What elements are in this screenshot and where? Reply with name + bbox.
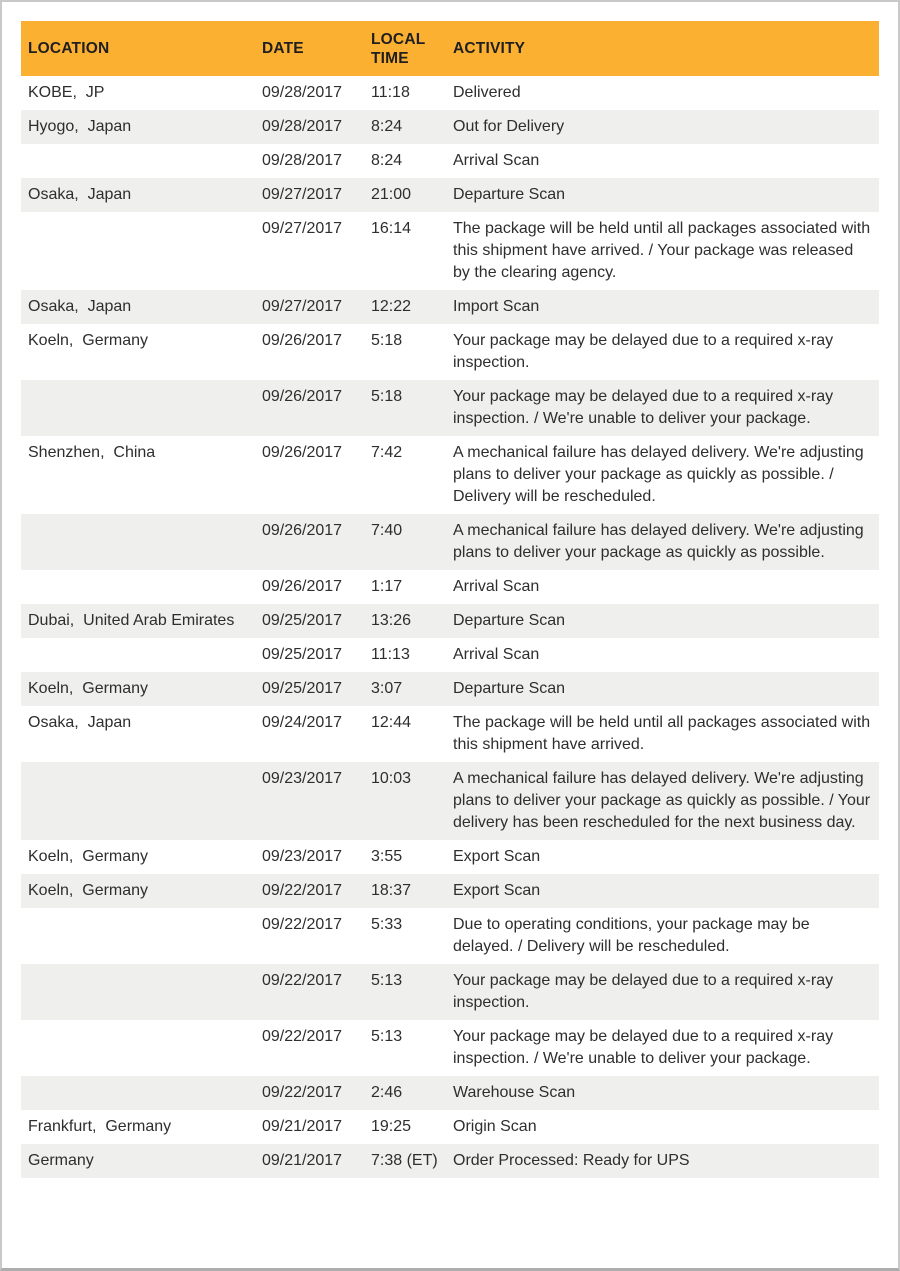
activity-cell: Out for Delivery — [453, 118, 565, 135]
location-cell: Dubai, United Arab Emirates — [28, 612, 235, 629]
activity-cell: Order Processed: Ready for UPS — [453, 1152, 690, 1169]
location-cell: Hyogo, Japan — [28, 118, 132, 135]
table-row — [21, 570, 879, 604]
table-row — [21, 604, 879, 638]
date-cell: 09/23/2017 — [262, 848, 343, 865]
location-cell: KOBE, JP — [28, 84, 105, 101]
activity-cell: Delivered — [453, 84, 521, 101]
local-time-cell: 21:00 — [371, 186, 412, 203]
table-body — [21, 76, 879, 1178]
location-cell — [21, 638, 255, 672]
location-cell: Koeln, Germany — [28, 882, 149, 899]
activity-cell: Arrival Scan — [453, 646, 540, 663]
activity-cell: A mechanical failure has delayed delivery. We're adjusting plans to deliver your package as quickly as possible. — [453, 522, 864, 561]
activity-cell: Export Scan — [453, 882, 541, 899]
local-time-cell: 5:18 — [371, 332, 403, 349]
activity-cell: Departure Scan — [453, 680, 566, 697]
table-row — [21, 76, 879, 110]
date-cell: 09/26/2017 — [262, 522, 343, 539]
local-time-cell: 19:25 — [371, 1118, 412, 1135]
activity-cell: Export Scan — [453, 848, 541, 865]
activity-cell: Your package may be delayed due to a required x-ray inspection. — [453, 972, 834, 1011]
date-cell: 09/28/2017 — [262, 118, 343, 135]
date-cell: 09/28/2017 — [262, 152, 343, 169]
location-cell — [21, 380, 255, 436]
table-row — [21, 178, 879, 212]
location-cell: Germany — [28, 1152, 94, 1169]
local-time-cell: 1:17 — [371, 578, 403, 595]
local-time-cell: 3:07 — [371, 680, 403, 697]
date-cell: 09/21/2017 — [262, 1118, 343, 1135]
date-cell: 09/24/2017 — [262, 714, 343, 731]
column-header-local-time: LOCAL TIME — [364, 21, 446, 76]
date-cell: 09/22/2017 — [262, 882, 343, 899]
location-cell: Koeln, Germany — [28, 848, 149, 865]
location-cell — [21, 144, 255, 178]
date-cell: 09/22/2017 — [262, 1084, 343, 1101]
location-cell — [21, 1076, 255, 1110]
activity-cell: Origin Scan — [453, 1118, 537, 1135]
location-cell — [21, 570, 255, 604]
date-cell: 09/27/2017 — [262, 220, 343, 237]
table-row — [21, 964, 879, 1020]
activity-cell: A mechanical failure has delayed delivery. We're adjusting plans to deliver your package as quickly as possible. / Delivery will be rescheduled. — [453, 444, 864, 505]
table-row — [21, 638, 879, 672]
table-header-row — [21, 21, 879, 76]
activity-cell: Warehouse Scan — [453, 1084, 576, 1101]
local-time-cell: 12:44 — [371, 714, 412, 731]
location-cell — [21, 212, 255, 290]
date-cell: 09/21/2017 — [262, 1152, 343, 1169]
local-time-cell: 10:03 — [371, 770, 412, 787]
date-cell: 09/22/2017 — [262, 1028, 343, 1045]
table-row — [21, 144, 879, 178]
date-cell: 09/27/2017 — [262, 298, 343, 315]
table-row — [21, 110, 879, 144]
table-row — [21, 212, 879, 290]
local-time-cell: 18:37 — [371, 882, 412, 899]
location-cell — [21, 514, 255, 570]
activity-cell: Due to operating conditions, your package may be delayed. / Delivery will be rescheduled. — [453, 916, 810, 955]
activity-cell: Your package may be delayed due to a required x-ray inspection. / We're unable to deliver your package. — [453, 388, 834, 427]
activity-cell: Your package may be delayed due to a required x-ray inspection. — [453, 332, 834, 371]
local-time-cell: 8:24 — [371, 118, 403, 135]
date-cell: 09/23/2017 — [262, 770, 343, 787]
activity-cell: Arrival Scan — [453, 152, 540, 169]
table-row — [21, 1110, 879, 1144]
activity-cell: Departure Scan — [453, 186, 566, 203]
activity-cell: The package will be held until all packages associated with this shipment have arrived. — [453, 714, 871, 753]
table-row — [21, 1144, 879, 1178]
local-time-cell: 3:55 — [371, 848, 403, 865]
table-row — [21, 908, 879, 964]
location-cell: Shenzhen, China — [28, 444, 156, 461]
local-time-cell: 5:18 — [371, 388, 403, 405]
column-header-date: DATE — [255, 21, 364, 76]
date-cell: 09/26/2017 — [262, 444, 343, 461]
activity-cell: A mechanical failure has delayed delivery. We're adjusting plans to deliver your package as quickly as possible. / Your delivery has been rescheduled for the next business day. — [453, 770, 871, 831]
column-header-activity: ACTIVITY — [446, 21, 879, 76]
date-cell: 09/26/2017 — [262, 578, 343, 595]
table-row — [21, 706, 879, 762]
date-cell: 09/22/2017 — [262, 916, 343, 933]
local-time-cell: 8:24 — [371, 152, 403, 169]
activity-cell: Import Scan — [453, 298, 540, 315]
location-cell: Koeln, Germany — [28, 332, 149, 349]
table-row — [21, 840, 879, 874]
activity-cell: The package will be held until all packages associated with this shipment have arrived. / Your package was released by the clearing agency. — [453, 220, 871, 281]
table-row — [21, 874, 879, 908]
table-row — [21, 380, 879, 436]
table-row — [21, 762, 879, 840]
date-cell: 09/27/2017 — [262, 186, 343, 203]
location-cell: Koeln, Germany — [28, 680, 149, 697]
table-row — [21, 1076, 879, 1110]
location-cell — [21, 908, 255, 964]
location-cell: Osaka, Japan — [28, 298, 132, 315]
location-cell: Osaka, Japan — [28, 714, 132, 731]
location-cell: Frankfurt, Germany — [28, 1118, 172, 1135]
date-cell: 09/25/2017 — [262, 680, 343, 697]
location-cell — [21, 964, 255, 1020]
activity-cell: Departure Scan — [453, 612, 566, 629]
local-time-cell: 7:40 — [371, 522, 403, 539]
date-cell: 09/25/2017 — [262, 646, 343, 663]
local-time-cell: 5:33 — [371, 916, 403, 933]
local-time-cell: 2:46 — [371, 1084, 403, 1101]
column-header-location: LOCATION — [21, 21, 255, 76]
page-content — [2, 2, 898, 1197]
table-row — [21, 1020, 879, 1076]
activity-cell: Arrival Scan — [453, 578, 540, 595]
table-row — [21, 436, 879, 514]
local-time-cell: 16:14 — [371, 220, 412, 237]
date-cell: 09/22/2017 — [262, 972, 343, 989]
table-row — [21, 514, 879, 570]
shipment-progress-table — [21, 21, 879, 1178]
local-time-cell: 12:22 — [371, 298, 412, 315]
table-row — [21, 324, 879, 380]
activity-cell: Your package may be delayed due to a required x-ray inspection. / We're unable to deliver your package. — [453, 1028, 834, 1067]
local-time-cell: 5:13 — [371, 972, 403, 989]
location-cell — [21, 762, 255, 840]
table-header — [21, 21, 879, 76]
local-time-cell: 13:26 — [371, 612, 412, 629]
date-cell: 09/25/2017 — [262, 612, 343, 629]
date-cell: 09/28/2017 — [262, 84, 343, 101]
local-time-cell: 11:13 — [371, 646, 410, 663]
table-row — [21, 672, 879, 706]
location-cell — [21, 1020, 255, 1076]
local-time-cell: 5:13 — [371, 1028, 403, 1045]
local-time-cell: 11:18 — [371, 84, 410, 101]
date-cell: 09/26/2017 — [262, 388, 343, 405]
table-row — [21, 290, 879, 324]
location-cell: Osaka, Japan — [28, 186, 132, 203]
local-time-cell: 7:42 — [371, 444, 403, 461]
local-time-cell: 7:38 (ET) — [371, 1152, 438, 1169]
date-cell: 09/26/2017 — [262, 332, 343, 349]
